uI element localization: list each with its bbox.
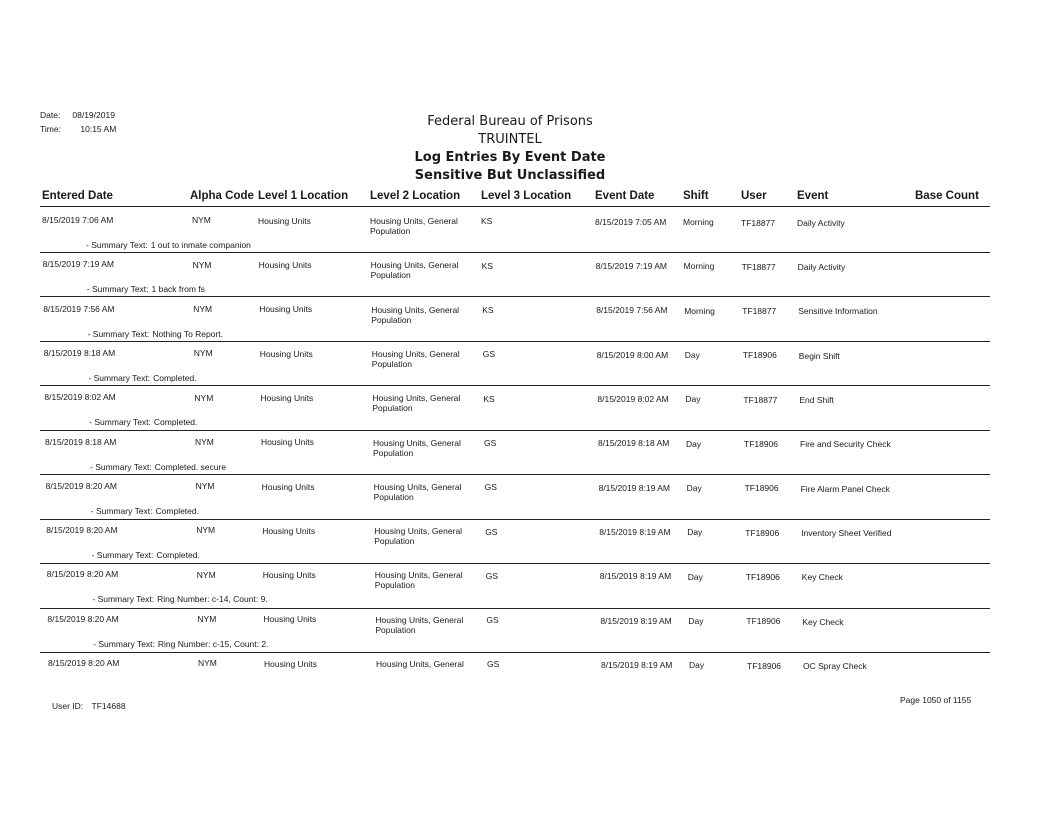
cell-event: Begin Shift [798, 350, 840, 361]
cell-level3-location: GS [486, 615, 499, 626]
cell-event: Key Check [801, 572, 843, 583]
column-header: Level 3 Location [481, 190, 572, 202]
cell-event: Daily Activity [797, 217, 845, 228]
summary-text [89, 417, 197, 427]
cell-level2-location: Housing Units, General Population [371, 348, 460, 369]
cell-shift: Day [684, 350, 700, 361]
cell-alpha-code: NYM [195, 481, 215, 492]
cell-entered-date: 8/15/2019 7:06 AM [42, 215, 114, 225]
cell-event: Fire and Security Check [800, 439, 891, 450]
cell-alpha-code: NYM [194, 392, 214, 403]
footer-user-value: TF14688 [91, 701, 126, 711]
cell-level3-location: KS [483, 393, 495, 404]
cell-alpha-code: NYM [193, 348, 213, 359]
cell-level3-location: GS [484, 437, 497, 448]
cell-user: TF18906 [744, 483, 779, 494]
cell-user: TF18877 [742, 306, 777, 317]
row-rule [40, 385, 990, 386]
cell-entered-date: 8/15/2019 8:20 AM [47, 613, 119, 624]
cell-entered-date: 8/15/2019 8:20 AM [46, 525, 118, 536]
row-rule [40, 563, 990, 564]
row-rule [40, 341, 990, 342]
footer-user [52, 701, 126, 711]
summary-prefix: - Summary Text: [90, 461, 152, 472]
cell-alpha-code: NYM [192, 215, 211, 226]
column-header: Event Date [595, 190, 655, 202]
summary-text [88, 329, 223, 339]
summary-text [86, 240, 251, 250]
cell-event-date: 8/15/2019 7:19 AM [595, 261, 667, 272]
cell-level1-location: Housing Units [260, 392, 314, 403]
summary-text [91, 506, 199, 516]
cell-shift: Morning [683, 261, 715, 272]
cell-shift: Day [688, 615, 704, 626]
cell-alpha-code: NYM [196, 525, 216, 536]
summary-prefix: - Summary Text: [91, 550, 154, 561]
cell-level2-location: Housing Units, General Population [374, 570, 463, 591]
cell-level1-location: Housing Units [262, 570, 316, 581]
summary-text [92, 594, 267, 604]
cell-entered-date: 8/15/2019 8:18 AM [43, 347, 116, 358]
summary-value: Completed. [155, 505, 199, 516]
cell-entered-date: 8/15/2019 8:20 AM [48, 658, 120, 668]
column-header: Base Count [915, 190, 979, 202]
summary-text [90, 462, 226, 472]
cell-level3-location: GS [487, 659, 500, 670]
cell-event: Key Check [802, 616, 844, 627]
summary-value: Ring Number: c-15, Count: 2. [157, 638, 269, 649]
cell-event-date: 8/15/2019 8:19 AM [600, 615, 672, 626]
cell-level3-location: KS [482, 305, 494, 316]
cell-user: TF18906 [747, 660, 782, 671]
summary-value: Completed. [153, 372, 197, 383]
summary-text [87, 284, 205, 294]
summary-value: Completed. secure [154, 461, 227, 472]
cell-event-date: 8/15/2019 8:18 AM [598, 438, 670, 449]
cell-shift: Day [689, 660, 705, 671]
cell-level1-location: Housing Units [259, 348, 313, 359]
cell-level2-location: Housing Units, General Population [375, 614, 464, 635]
summary-value: 1 out to inmate companion [150, 240, 251, 250]
cell-alpha-code: NYM [193, 303, 213, 314]
cell-level2-location: Housing Units, General Population [371, 304, 460, 325]
cell-entered-date: 8/15/2019 7:19 AM [42, 259, 114, 270]
cell-level2-location: Housing Units, General Population [373, 437, 461, 458]
cell-level1-location: Housing Units [264, 658, 317, 669]
summary-prefix: - Summary Text: [86, 284, 149, 295]
cell-shift: Day [687, 571, 703, 582]
cell-user: TF18877 [741, 217, 776, 228]
cell-entered-date: 8/15/2019 8:02 AM [44, 392, 116, 403]
cell-level3-location: GS [485, 570, 499, 581]
cell-level2-location: Housing Units, General Population [372, 393, 461, 414]
cell-level2-location: Housing Units, General Population [373, 481, 462, 502]
summary-prefix: - Summary Text: [90, 505, 153, 516]
column-header: Level 2 Location [370, 190, 461, 202]
summary-prefix: - Summary Text: [86, 240, 148, 250]
cell-level2-location: Housing Units, General Population [374, 526, 463, 547]
cell-event-date: 8/15/2019 8:02 AM [597, 394, 669, 404]
cell-event-date: 8/15/2019 8:19 AM [598, 482, 670, 493]
cell-level2-location: Housing Units, General [376, 659, 464, 670]
column-header: Event [797, 190, 829, 202]
report-title: Log Entries By Event Date [414, 150, 606, 165]
cell-event: Inventory Sheet Verified [801, 527, 892, 538]
summary-value: 1 back from fs [151, 284, 205, 295]
row-rule [40, 252, 990, 253]
summary-value: Completed. [156, 550, 200, 561]
column-header: Shift [683, 190, 709, 202]
summary-prefix: - Summary Text: [93, 638, 155, 649]
cell-user: TF18877 [743, 394, 778, 405]
summary-prefix: - Summary Text: [89, 417, 151, 428]
cell-level1-location: Housing Units [259, 304, 313, 315]
cell-level2-location: Housing Units, General Population [370, 260, 459, 281]
column-header: Alpha Code [190, 190, 254, 202]
cell-event-date: 8/15/2019 7:05 AM [595, 216, 667, 227]
cell-event-date: 8/15/2019 7:56 AM [596, 305, 668, 316]
footer-user-label: User ID: [52, 701, 84, 711]
row-rule [40, 474, 990, 475]
summary-text [92, 550, 200, 560]
cell-event: End Shift [799, 395, 834, 406]
cell-event-date: 8/15/2019 8:00 AM [596, 349, 669, 360]
cell-level2-location: Housing Units, General Population [370, 216, 458, 237]
time-value: 10:15 AM [80, 124, 117, 134]
cell-entered-date: 8/15/2019 7:56 AM [43, 303, 115, 314]
cell-level1-location: Housing Units [262, 525, 316, 536]
row-rule [40, 652, 990, 653]
cell-user: TF18906 [746, 616, 781, 627]
cell-event: Fire Alarm Panel Check [800, 483, 890, 494]
cell-level1-location: Housing Units [263, 614, 317, 625]
cell-event-date: 8/15/2019 8:19 AM [599, 571, 672, 582]
column-header: User [741, 190, 767, 202]
summary-text [93, 639, 268, 649]
report-org: Federal Bureau of Prisons [427, 114, 593, 129]
cell-entered-date: 8/15/2019 8:20 AM [45, 480, 117, 491]
cell-user: TF18906 [742, 350, 777, 361]
header-rule [40, 206, 990, 207]
row-rule [40, 608, 990, 609]
report-system: TRUINTEL [478, 132, 542, 147]
report-classification: Sensitive But Unclassified [414, 168, 606, 183]
summary-prefix: - Summary Text: [92, 594, 155, 605]
summary-value: Ring Number: c-14, Count: 9. [157, 594, 268, 605]
row-rule [40, 296, 990, 297]
cell-level1-location: Housing Units [261, 481, 315, 492]
cell-user: TF18906 [745, 527, 780, 538]
cell-event: Sensitive Information [798, 306, 878, 317]
cell-shift: Morning [684, 305, 715, 316]
row-rule [40, 519, 990, 520]
cell-event-date: 8/15/2019 8:19 AM [601, 659, 673, 670]
cell-shift: Day [687, 527, 703, 538]
summary-prefix: - Summary Text: [87, 328, 150, 339]
date-label: Date: [40, 110, 61, 120]
cell-user: TF18877 [741, 261, 776, 272]
cell-alpha-code: NYM [192, 259, 212, 270]
cell-alpha-code: NYM [198, 658, 217, 669]
cell-alpha-code: NYM [197, 614, 217, 625]
cell-event-date: 8/15/2019 8:19 AM [599, 526, 671, 537]
cell-shift: Day [685, 394, 701, 405]
cell-level1-location: Housing Units [258, 260, 312, 271]
cell-user: TF18906 [744, 439, 779, 450]
summary-text [88, 373, 196, 383]
cell-level1-location: Housing Units [261, 437, 314, 448]
column-header: Entered Date [42, 190, 113, 202]
cell-level3-location: GS [484, 482, 497, 493]
cell-level3-location: KS [481, 260, 493, 271]
cell-level1-location: Housing Units [258, 215, 311, 226]
cell-level3-location: KS [481, 216, 493, 227]
column-header: Level 1 Location [258, 190, 349, 202]
cell-entered-date: 8/15/2019 8:18 AM [45, 436, 117, 447]
summary-prefix: - Summary Text: [88, 372, 151, 383]
date-value: 08/19/2019 [72, 110, 115, 120]
time-label: Time: [40, 124, 61, 134]
cell-entered-date: 8/15/2019 8:20 AM [46, 569, 119, 580]
row-rule [40, 430, 990, 431]
cell-event: Daily Activity [797, 262, 846, 273]
cell-alpha-code: NYM [195, 436, 214, 447]
cell-shift: Morning [683, 217, 714, 228]
cell-shift: Day [686, 438, 702, 449]
cell-user: TF18906 [745, 571, 780, 582]
cell-event: OC Spray Check [803, 660, 867, 671]
page-number: Page 1050 of 1155 [900, 695, 972, 705]
cell-shift: Day [686, 482, 702, 493]
summary-value: Nothing To Report. [152, 328, 224, 339]
summary-value: Completed. [153, 417, 198, 428]
cell-level3-location: GS [482, 349, 496, 360]
cell-alpha-code: NYM [196, 569, 216, 580]
cell-level3-location: GS [485, 526, 498, 537]
